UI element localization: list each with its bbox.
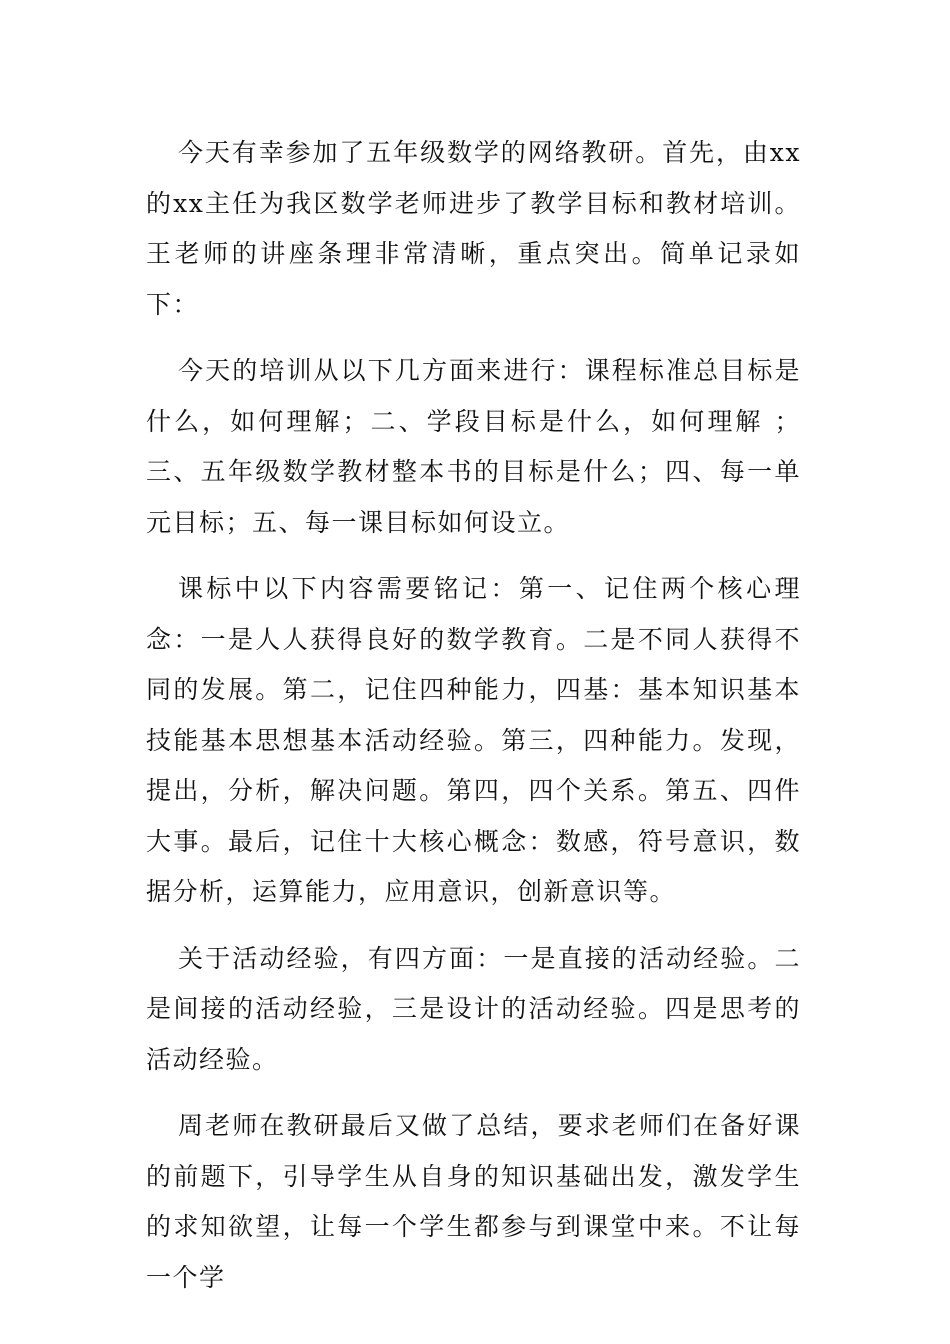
paragraph-2: 今天的培训从以下几方面来进行：课程标准总目标是什么，如何理解；二、学段目标是什么，如何理解 ；三、五年级数学教材整本书的目标是什么；四、每一单元目标；五、每一课目标如何设立。 [146,356,801,537]
paragraph-3: 课标中以下内容需要铭记：第一、记住两个核心理念：一是人人获得良好的数学教育。二是不同人获得不同的发展。第二，记住四种能力，四基：基本知识基本技能基本思想基本活动经验。第三，四种能力。发现，提出，分析，解决问题。第四，四个关系。第五、四件大事。最后，记住十大核心概念：数感，符号意识，数据分析，运算能力，应用意识，创新意识等。 [146,574,801,906]
paragraph-5: 周老师在教研最后又做了总结，要求老师们在备好课的前题下，引导学生从自身的知识基础出发，激发学生的求知欲望，让每一个学生都参与到课堂中来。不让每一个学 [146,1111,801,1292]
document-body [146,128,801,1319]
paragraph-4: 关于活动经验，有四方面：一是直接的活动经验。二是间接的活动经验，三是设计的活动经验。四是思考的活动经验。 [146,943,801,1074]
paragraph-1: 今天有幸参加了五年级数学的网络教研。首先，由xx的xx主任为我区数学老师进步了教学目标和教材培训。王老师的讲座条理非常清晰，重点突出。简单记录如下： [146,138,801,319]
